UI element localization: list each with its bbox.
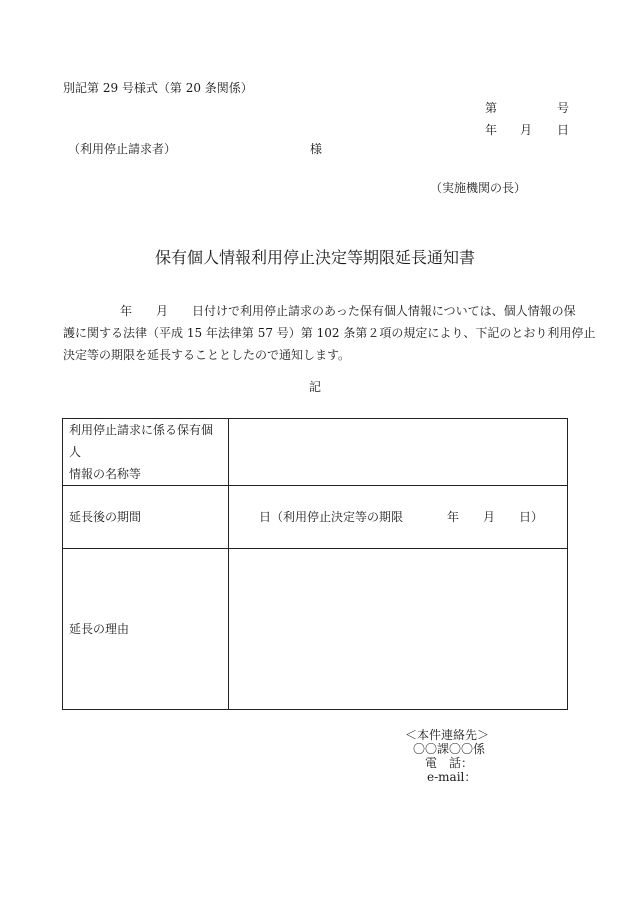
request-info-label	[63, 419, 229, 486]
contact-email: e-mail：	[427, 770, 477, 784]
table-row	[63, 486, 568, 549]
honorific: 様	[310, 142, 323, 156]
document-number-suffix: 号	[557, 101, 570, 115]
form-number: 別記第 29 号様式（第 20 条関係）	[63, 81, 253, 95]
table-row	[63, 419, 568, 486]
contact-dept: 〇〇課〇〇係	[413, 742, 486, 756]
agency-head: （実施機関の長）	[430, 181, 527, 195]
date-year: 年	[485, 123, 498, 137]
extension-period-label: 延長後の期間	[63, 486, 229, 549]
contact-phone: 電 話：	[425, 756, 474, 770]
date-day: 日	[557, 123, 570, 137]
body-line-2: 護に関する法律（平成 15 年法律第 57 号）第 102 条第２項の規定により、下記のとおり利用停止	[63, 326, 596, 340]
contact-heading: ＜本件連絡先＞	[405, 728, 490, 742]
body-line-3: 決定等の期限を延長することとしたので通知します。	[63, 348, 351, 362]
notice-table	[62, 418, 568, 710]
extension-reason-label: 延長の理由	[63, 549, 229, 710]
requester-label: （利用停止請求者）	[68, 142, 177, 156]
request-info-label-line-1: 利用停止請求に係る保有個人	[69, 423, 214, 459]
body-line-1: 年 月 日付けで利用停止請求のあった保有個人情報については、個人情報の保	[120, 304, 576, 318]
extension-period-deadline-date: 年 月 日）	[446, 510, 543, 524]
document-number-prefix: 第	[485, 101, 498, 115]
extension-period-value	[229, 486, 568, 549]
date-month: 月	[520, 123, 533, 137]
request-info-label-line-2: 情報の名称等	[69, 467, 142, 481]
contact-block	[405, 728, 489, 784]
body-text	[63, 300, 596, 366]
ki-heading: 記	[308, 380, 321, 394]
table-row	[63, 549, 568, 710]
request-info-value	[229, 419, 568, 486]
document-title: 保有個人情報利用停止決定等期限延長通知書	[154, 248, 475, 267]
extension-period-days: 日（利用停止決定等の期限	[259, 510, 404, 524]
extension-reason-value	[229, 549, 568, 710]
